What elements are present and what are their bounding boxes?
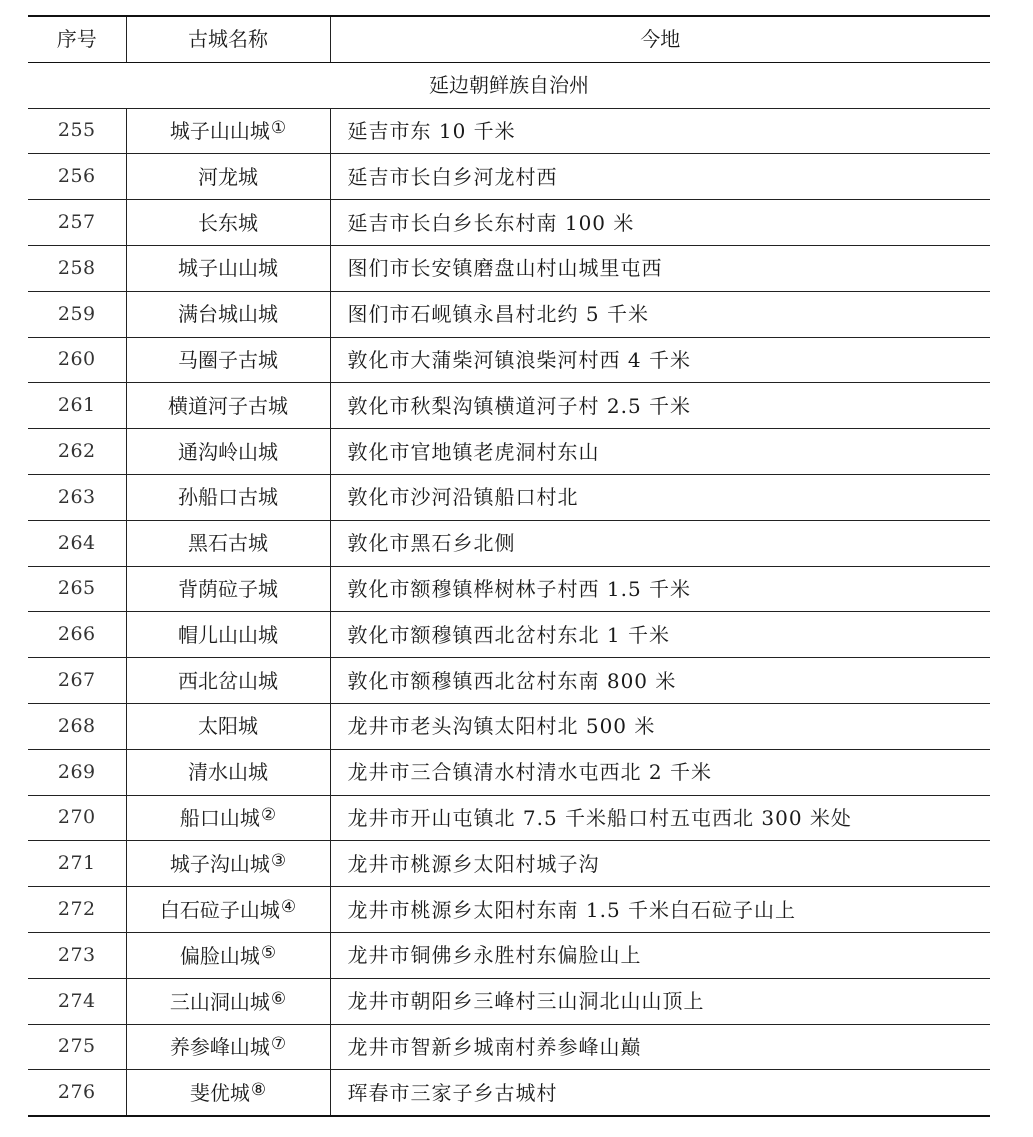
serial-number-cell: 266 xyxy=(28,612,126,658)
serial-number-cell: 276 xyxy=(28,1070,126,1116)
serial-number-cell: 271 xyxy=(28,841,126,887)
city-name-cell xyxy=(126,474,330,520)
table-row xyxy=(28,887,990,933)
table-row xyxy=(28,978,990,1024)
serial-number-cell: 262 xyxy=(28,429,126,475)
group-row xyxy=(28,62,990,108)
serial-number-cell: 265 xyxy=(28,566,126,612)
table-row xyxy=(28,474,990,520)
table-row xyxy=(28,566,990,612)
present-location-cell: 敦化市黑石乡北侧 xyxy=(330,520,990,566)
serial-number-cell: 256 xyxy=(28,154,126,200)
table-row xyxy=(28,429,990,475)
city-name-cell xyxy=(126,200,330,246)
table-row xyxy=(28,291,990,337)
present-location-cell: 延吉市长白乡长东村南 100 米 xyxy=(330,200,990,246)
city-name-cell xyxy=(126,108,330,154)
serial-number-cell: 272 xyxy=(28,887,126,933)
present-location-cell: 敦化市大蒲柴河镇浪柴河村西 4 千米 xyxy=(330,337,990,383)
present-location-cell: 龙井市朝阳乡三峰村三山洞北山山顶上 xyxy=(330,978,990,1024)
city-name-cell xyxy=(126,932,330,978)
footnote-marker: ③ xyxy=(270,851,287,872)
header-row xyxy=(28,16,990,62)
table-row xyxy=(28,749,990,795)
city-name-cell xyxy=(126,337,330,383)
city-name-cell xyxy=(126,1024,330,1070)
serial-number-cell: 255 xyxy=(28,108,126,154)
city-name-cell xyxy=(126,1070,330,1116)
city-name-text: 城子沟山城 xyxy=(169,852,270,877)
table-body xyxy=(28,62,990,1116)
city-name-text: 清水山城 xyxy=(188,760,268,785)
serial-number-cell: 258 xyxy=(28,245,126,291)
footnote-marker: ⑦ xyxy=(270,1034,287,1055)
present-location-cell: 龙井市桃源乡太阳村城子沟 xyxy=(330,841,990,887)
present-location-cell: 敦化市额穆镇桦树林子村西 1.5 千米 xyxy=(330,566,990,612)
city-name-text: 横道河子古城 xyxy=(168,393,288,418)
city-name-text: 养参峰山城 xyxy=(169,1035,270,1060)
present-location-cell: 延吉市长白乡河龙村西 xyxy=(330,154,990,200)
serial-number-cell: 263 xyxy=(28,474,126,520)
group-label: 延边朝鲜族自治州 xyxy=(28,62,990,108)
present-location-cell: 龙井市三合镇清水村清水屯西北 2 千米 xyxy=(330,749,990,795)
present-location-cell: 龙井市开山屯镇北 7.5 千米船口村五屯西北 300 米处 xyxy=(330,795,990,841)
header-city-name: 古城名称 xyxy=(126,16,330,62)
serial-number-cell: 275 xyxy=(28,1024,126,1070)
city-name-text: 长东城 xyxy=(198,210,258,235)
table-row xyxy=(28,245,990,291)
city-name-cell xyxy=(126,612,330,658)
city-name-cell xyxy=(126,795,330,841)
present-location-cell: 延吉市东 10 千米 xyxy=(330,108,990,154)
serial-number-cell: 270 xyxy=(28,795,126,841)
city-name-cell xyxy=(126,291,330,337)
header-serial-number: 序号 xyxy=(28,16,126,62)
present-location-cell: 敦化市额穆镇西北岔村东北 1 千米 xyxy=(330,612,990,658)
city-name-text: 孙船口古城 xyxy=(178,485,278,510)
table-row xyxy=(28,932,990,978)
table-row xyxy=(28,703,990,749)
present-location-cell: 敦化市官地镇老虎洞村东山 xyxy=(330,429,990,475)
footnote-marker: ⑧ xyxy=(250,1080,267,1101)
city-name-cell xyxy=(126,429,330,475)
present-location-cell: 图们市石岘镇永昌村北约 5 千米 xyxy=(330,291,990,337)
header-present-location: 今地 xyxy=(330,16,990,62)
city-name-text: 背荫砬子城 xyxy=(178,576,278,601)
footnote-marker: ② xyxy=(260,805,277,826)
city-name-cell xyxy=(126,658,330,704)
present-location-cell: 图们市长安镇磨盘山村山城里屯西 xyxy=(330,245,990,291)
city-name-text: 城子山山城 xyxy=(169,119,270,144)
ancient-city-table xyxy=(28,15,990,1117)
present-location-cell: 龙井市铜佛乡永胜村东偏脸山上 xyxy=(330,932,990,978)
present-location-cell: 敦化市秋梨沟镇横道河子村 2.5 千米 xyxy=(330,383,990,429)
table-row xyxy=(28,1070,990,1116)
serial-number-cell: 260 xyxy=(28,337,126,383)
city-name-text: 斐优城 xyxy=(189,1081,250,1106)
serial-number-cell: 257 xyxy=(28,200,126,246)
serial-number-cell: 269 xyxy=(28,749,126,795)
city-name-text: 太阳城 xyxy=(198,714,258,739)
city-name-cell xyxy=(126,245,330,291)
city-name-cell xyxy=(126,154,330,200)
present-location-cell: 敦化市沙河沿镇船口村北 xyxy=(330,474,990,520)
city-name-text: 三山洞山城 xyxy=(169,989,270,1014)
table-row xyxy=(28,520,990,566)
table-row xyxy=(28,337,990,383)
city-name-cell xyxy=(126,749,330,795)
serial-number-cell: 267 xyxy=(28,658,126,704)
city-name-text: 西北岔山城 xyxy=(178,668,278,693)
present-location-cell: 龙井市老头沟镇太阳村北 500 米 xyxy=(330,703,990,749)
present-location-cell: 龙井市桃源乡太阳村东南 1.5 千米白石砬子山上 xyxy=(330,887,990,933)
present-location-cell: 珲春市三家子乡古城村 xyxy=(330,1070,990,1116)
city-name-cell xyxy=(126,520,330,566)
present-location-cell: 敦化市额穆镇西北岔村东南 800 米 xyxy=(330,658,990,704)
serial-number-cell: 274 xyxy=(28,978,126,1024)
ancient-city-table-wrapper xyxy=(28,15,990,1117)
city-name-text: 黑石古城 xyxy=(188,531,268,556)
city-name-text: 马圈子古城 xyxy=(178,347,278,372)
serial-number-cell: 259 xyxy=(28,291,126,337)
city-name-cell xyxy=(126,887,330,933)
footnote-marker: ⑤ xyxy=(260,942,277,963)
table-row xyxy=(28,612,990,658)
city-name-text: 满台城山城 xyxy=(178,302,278,327)
table-row xyxy=(28,841,990,887)
city-name-cell xyxy=(126,841,330,887)
city-name-text: 白石砬子山城 xyxy=(159,898,280,923)
city-name-text: 城子山山城 xyxy=(178,256,278,281)
city-name-cell xyxy=(126,566,330,612)
table-row xyxy=(28,795,990,841)
footnote-marker: ⑥ xyxy=(270,988,287,1009)
table-row xyxy=(28,1024,990,1070)
table-row xyxy=(28,658,990,704)
serial-number-cell: 273 xyxy=(28,932,126,978)
footnote-marker: ① xyxy=(270,118,287,139)
present-location-cell: 龙井市智新乡城南村养参峰山巅 xyxy=(330,1024,990,1070)
city-name-cell xyxy=(126,703,330,749)
table-row xyxy=(28,108,990,154)
serial-number-cell: 261 xyxy=(28,383,126,429)
city-name-text: 偏脸山城 xyxy=(179,943,260,968)
serial-number-cell: 268 xyxy=(28,703,126,749)
table-row xyxy=(28,200,990,246)
table-row xyxy=(28,383,990,429)
city-name-text: 河龙城 xyxy=(198,164,258,189)
city-name-cell xyxy=(126,383,330,429)
city-name-text: 帽儿山山城 xyxy=(178,622,278,647)
city-name-cell xyxy=(126,978,330,1024)
serial-number-cell: 264 xyxy=(28,520,126,566)
city-name-text: 通沟岭山城 xyxy=(178,439,278,464)
table-header xyxy=(28,16,990,62)
city-name-text: 船口山城 xyxy=(179,806,260,831)
table-row xyxy=(28,154,990,200)
footnote-marker: ④ xyxy=(280,897,297,918)
